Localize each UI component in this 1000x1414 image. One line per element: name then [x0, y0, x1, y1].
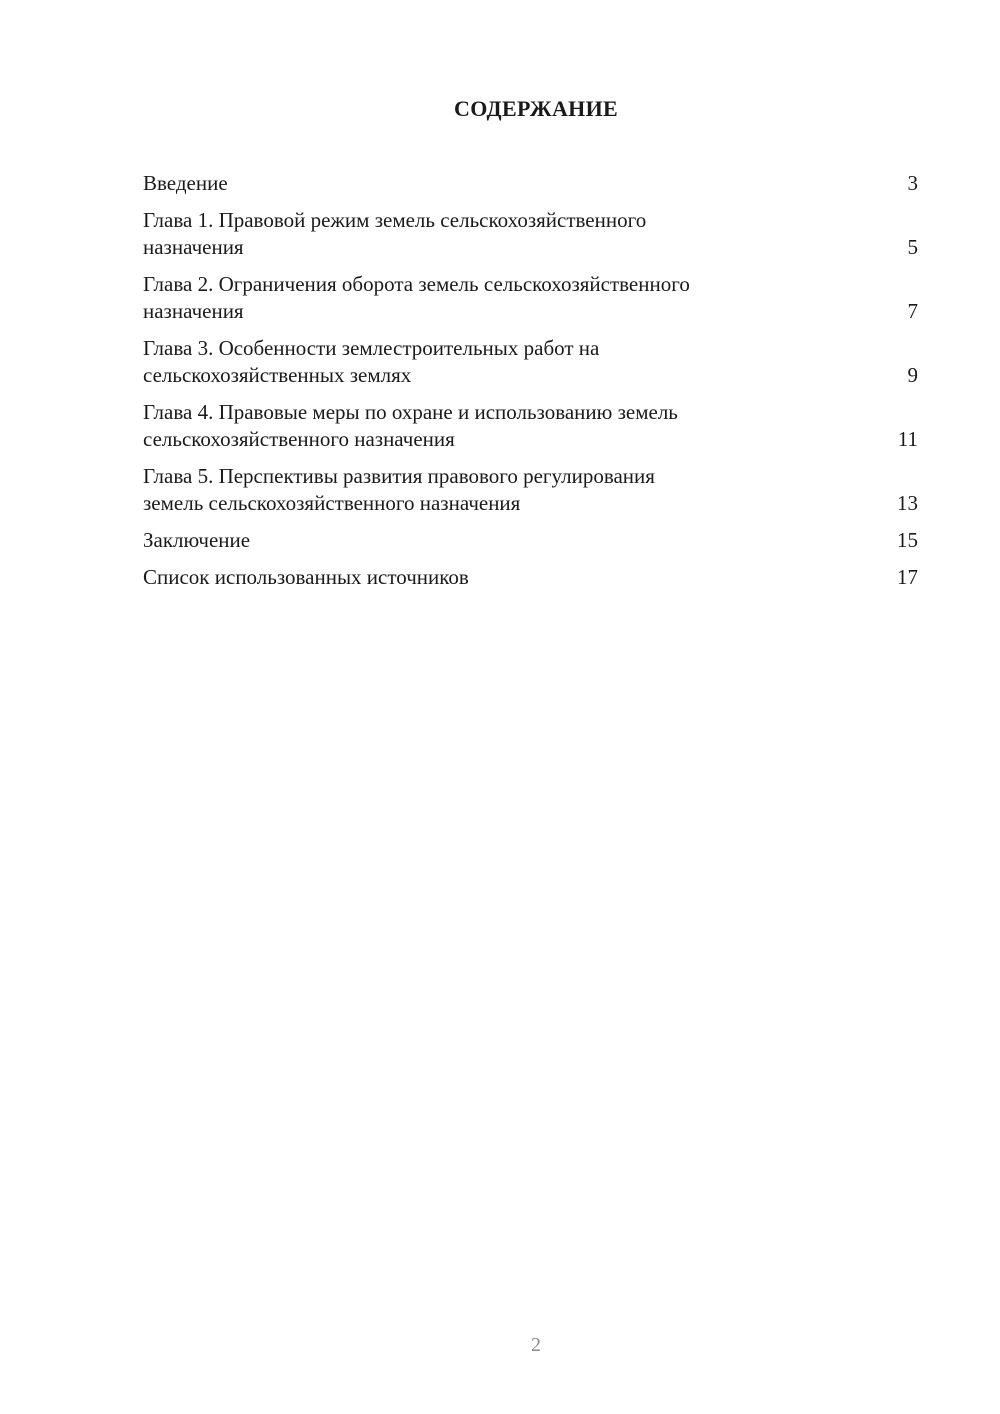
toc-entry-introduction [143, 170, 918, 197]
toc-entry-chapter-4 [143, 399, 918, 453]
table-of-contents [143, 170, 918, 601]
toc-entry-text [143, 207, 888, 261]
toc-entry-line: назначения [143, 235, 244, 259]
page-number: 2 [531, 1334, 541, 1356]
toc-entry-page-number: 17 [897, 565, 918, 589]
toc-entry-line: Заключение [143, 528, 251, 552]
toc-entry-text [143, 399, 888, 453]
toc-entry-line: Глава 5. Перспективы развития правового регулирования [143, 464, 655, 488]
toc-entry-text [143, 463, 888, 517]
toc-entry-page-number: 11 [897, 427, 918, 451]
toc-entry-line: Список использованных источников [143, 565, 469, 589]
toc-entry-line: Глава 2. Ограничения оборота земель сельскохозяйственного [143, 272, 690, 296]
toc-entry-line: земель сельскохозяйственного назначения [143, 491, 521, 515]
toc-entry-line: сельскохозяйственных землях [143, 363, 412, 387]
toc-entry-page-number: 5 [907, 235, 918, 259]
toc-entry-line: сельскохозяйственного назначения [143, 427, 455, 451]
toc-entry-chapter-3 [143, 335, 918, 389]
toc-entry-page-number: 9 [907, 363, 918, 387]
toc-entry-references [143, 564, 918, 591]
toc-entry-chapter-2 [143, 271, 918, 325]
toc-entry-page-number: 7 [907, 299, 918, 323]
toc-entry-conclusion [143, 527, 918, 554]
toc-entry-text [143, 271, 888, 325]
toc-entry-text [143, 170, 888, 197]
toc-entry-line: Глава 4. Правовые меры по охране и использованию земель [143, 400, 678, 424]
toc-entry-text [143, 564, 888, 591]
toc-entry-page-number: 3 [907, 171, 918, 195]
toc-entry-chapter-1 [143, 207, 918, 261]
toc-entry-text [143, 335, 888, 389]
toc-entry-page-number: 13 [897, 491, 918, 515]
toc-title: СОДЕРЖАНИЕ [454, 96, 618, 121]
toc-entry-line: назначения [143, 299, 244, 323]
toc-entry-line: Глава 3. Особенности землестроительных работ на [143, 336, 600, 360]
toc-entry-line: Глава 1. Правовой режим земель сельскохозяйственного [143, 208, 647, 232]
toc-entry-chapter-5 [143, 463, 918, 517]
toc-entry-line: Введение [143, 171, 228, 195]
toc-entry-text [143, 527, 888, 554]
toc-entry-page-number: 15 [897, 528, 918, 552]
